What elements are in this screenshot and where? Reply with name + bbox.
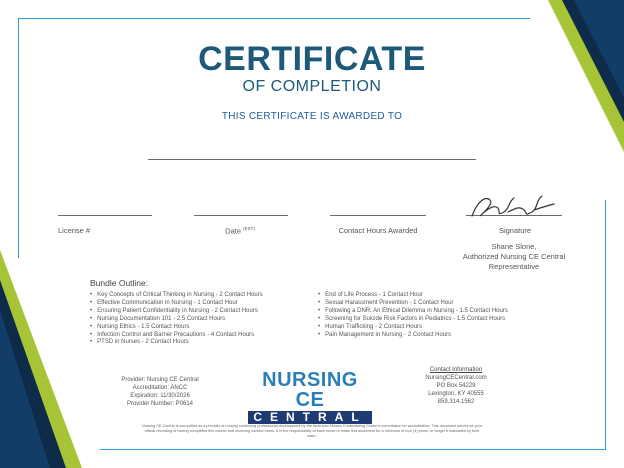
- provider-accreditation: Accreditation: ANCC: [132, 385, 188, 391]
- contact-heading: Contact Information: [429, 367, 483, 373]
- logo-top-text: NURSING CE: [262, 369, 358, 411]
- nursing-ce-central-logo: [248, 369, 372, 424]
- date-label-group: [200, 226, 280, 236]
- frame-top-line: [18, 18, 530, 19]
- license-line: [58, 215, 152, 216]
- bundle-item: • Following a DNR: An Ethical Dilemma in Nursing - 1.5 Contact Hours: [318, 308, 568, 316]
- bundle-list-right: [318, 292, 568, 339]
- frame-right-line: [605, 200, 606, 450]
- signer-title-2: Representative: [488, 262, 540, 271]
- date-line: [194, 215, 288, 216]
- provider-name: Provider: Nursing CE Central: [121, 377, 199, 383]
- date-unit: (EST): [243, 226, 255, 231]
- bundle-item: • Nursing Ethics - 1.5 Contact Hours: [90, 324, 310, 332]
- awarded-to-text: THIS CERTIFICATE IS AWARDED TO: [221, 111, 403, 122]
- bundle-item: • Effective Communication in Nursing - 1 Contact Hour: [90, 300, 310, 308]
- signer-name: Shane Slone,: [491, 242, 537, 251]
- signer-info: [440, 242, 588, 272]
- bundle-heading: Bundle Outline:: [90, 278, 149, 288]
- handwritten-signature: [468, 194, 564, 220]
- accreditation-footer: Nursing CE Central is accredited as a provider of nursing continuing professional development by the American Nurses Credentialing Center's commission on accreditation. This document serves as your official recording of having completed this course and receiving contact hours. It is the responsibility of each nurse to retain this document for a minimum of four (4) years, or longer if mandated by their state.: [141, 424, 482, 438]
- bundle-item: • PTSD in Nurses - 2 Contact Hours: [90, 339, 310, 347]
- bundle-item: • End of Life Process - 1 Contact Hour: [318, 292, 568, 300]
- hours-label: Contact Hours Awarded: [338, 226, 418, 235]
- bundle-item: • Sexual Harassment Prevention - 1 Contact Hour: [318, 300, 568, 308]
- bundle-item: • Infection Control and Barrier Precautions - 4 Contact Hours: [90, 332, 310, 340]
- signer-title-1: Authorized Nursing CE Central: [462, 252, 566, 261]
- bundle-item: • Pain Management in Nursing - 2 Contact Hours: [318, 332, 568, 340]
- frame-bottom-line: [100, 449, 606, 450]
- provider-number: Provider Number: P0614: [126, 401, 194, 407]
- bundle-item: • Key Concepts of Critical Thinking in Nursing - 2 Contact Hours: [90, 292, 310, 300]
- provider-expiration: Expiration: 11/30/2026: [130, 393, 190, 399]
- contact-info: [410, 366, 502, 406]
- bundle-item: • Screening for Suicide Risk Factors in Pediatrics - 1.5 Contact Hours: [318, 316, 568, 324]
- bundle-item: • Ensuring Patient Confidentiality in Nursing - 2 Contact Hours: [90, 308, 310, 316]
- certificate-subtitle: OF COMPLETION: [242, 78, 382, 95]
- logo-bottom-text: CENTRAL: [248, 411, 372, 424]
- bundle-item: • Human Trafficking - 2 Contact Hours: [318, 324, 568, 332]
- recipient-name-line: [148, 159, 476, 160]
- license-label: License #: [58, 226, 91, 235]
- date-label: Date: [225, 226, 241, 236]
- provider-info: [98, 376, 222, 408]
- signature-label: Signature: [498, 226, 532, 235]
- bundle-item: • Nursing Documentation 101 - 2.5 Contact Hours: [90, 316, 310, 324]
- contact-city: Lexington, KY 40555: [428, 391, 484, 397]
- contact-po-box: PO Box 54229: [436, 383, 476, 389]
- hours-line: [330, 215, 426, 216]
- bundle-list-left: [90, 292, 310, 347]
- certificate-title: CERTIFICATE: [198, 40, 426, 78]
- contact-website: NursingCECentral.com: [425, 375, 487, 381]
- contact-phone: 859.314.1562: [437, 399, 475, 405]
